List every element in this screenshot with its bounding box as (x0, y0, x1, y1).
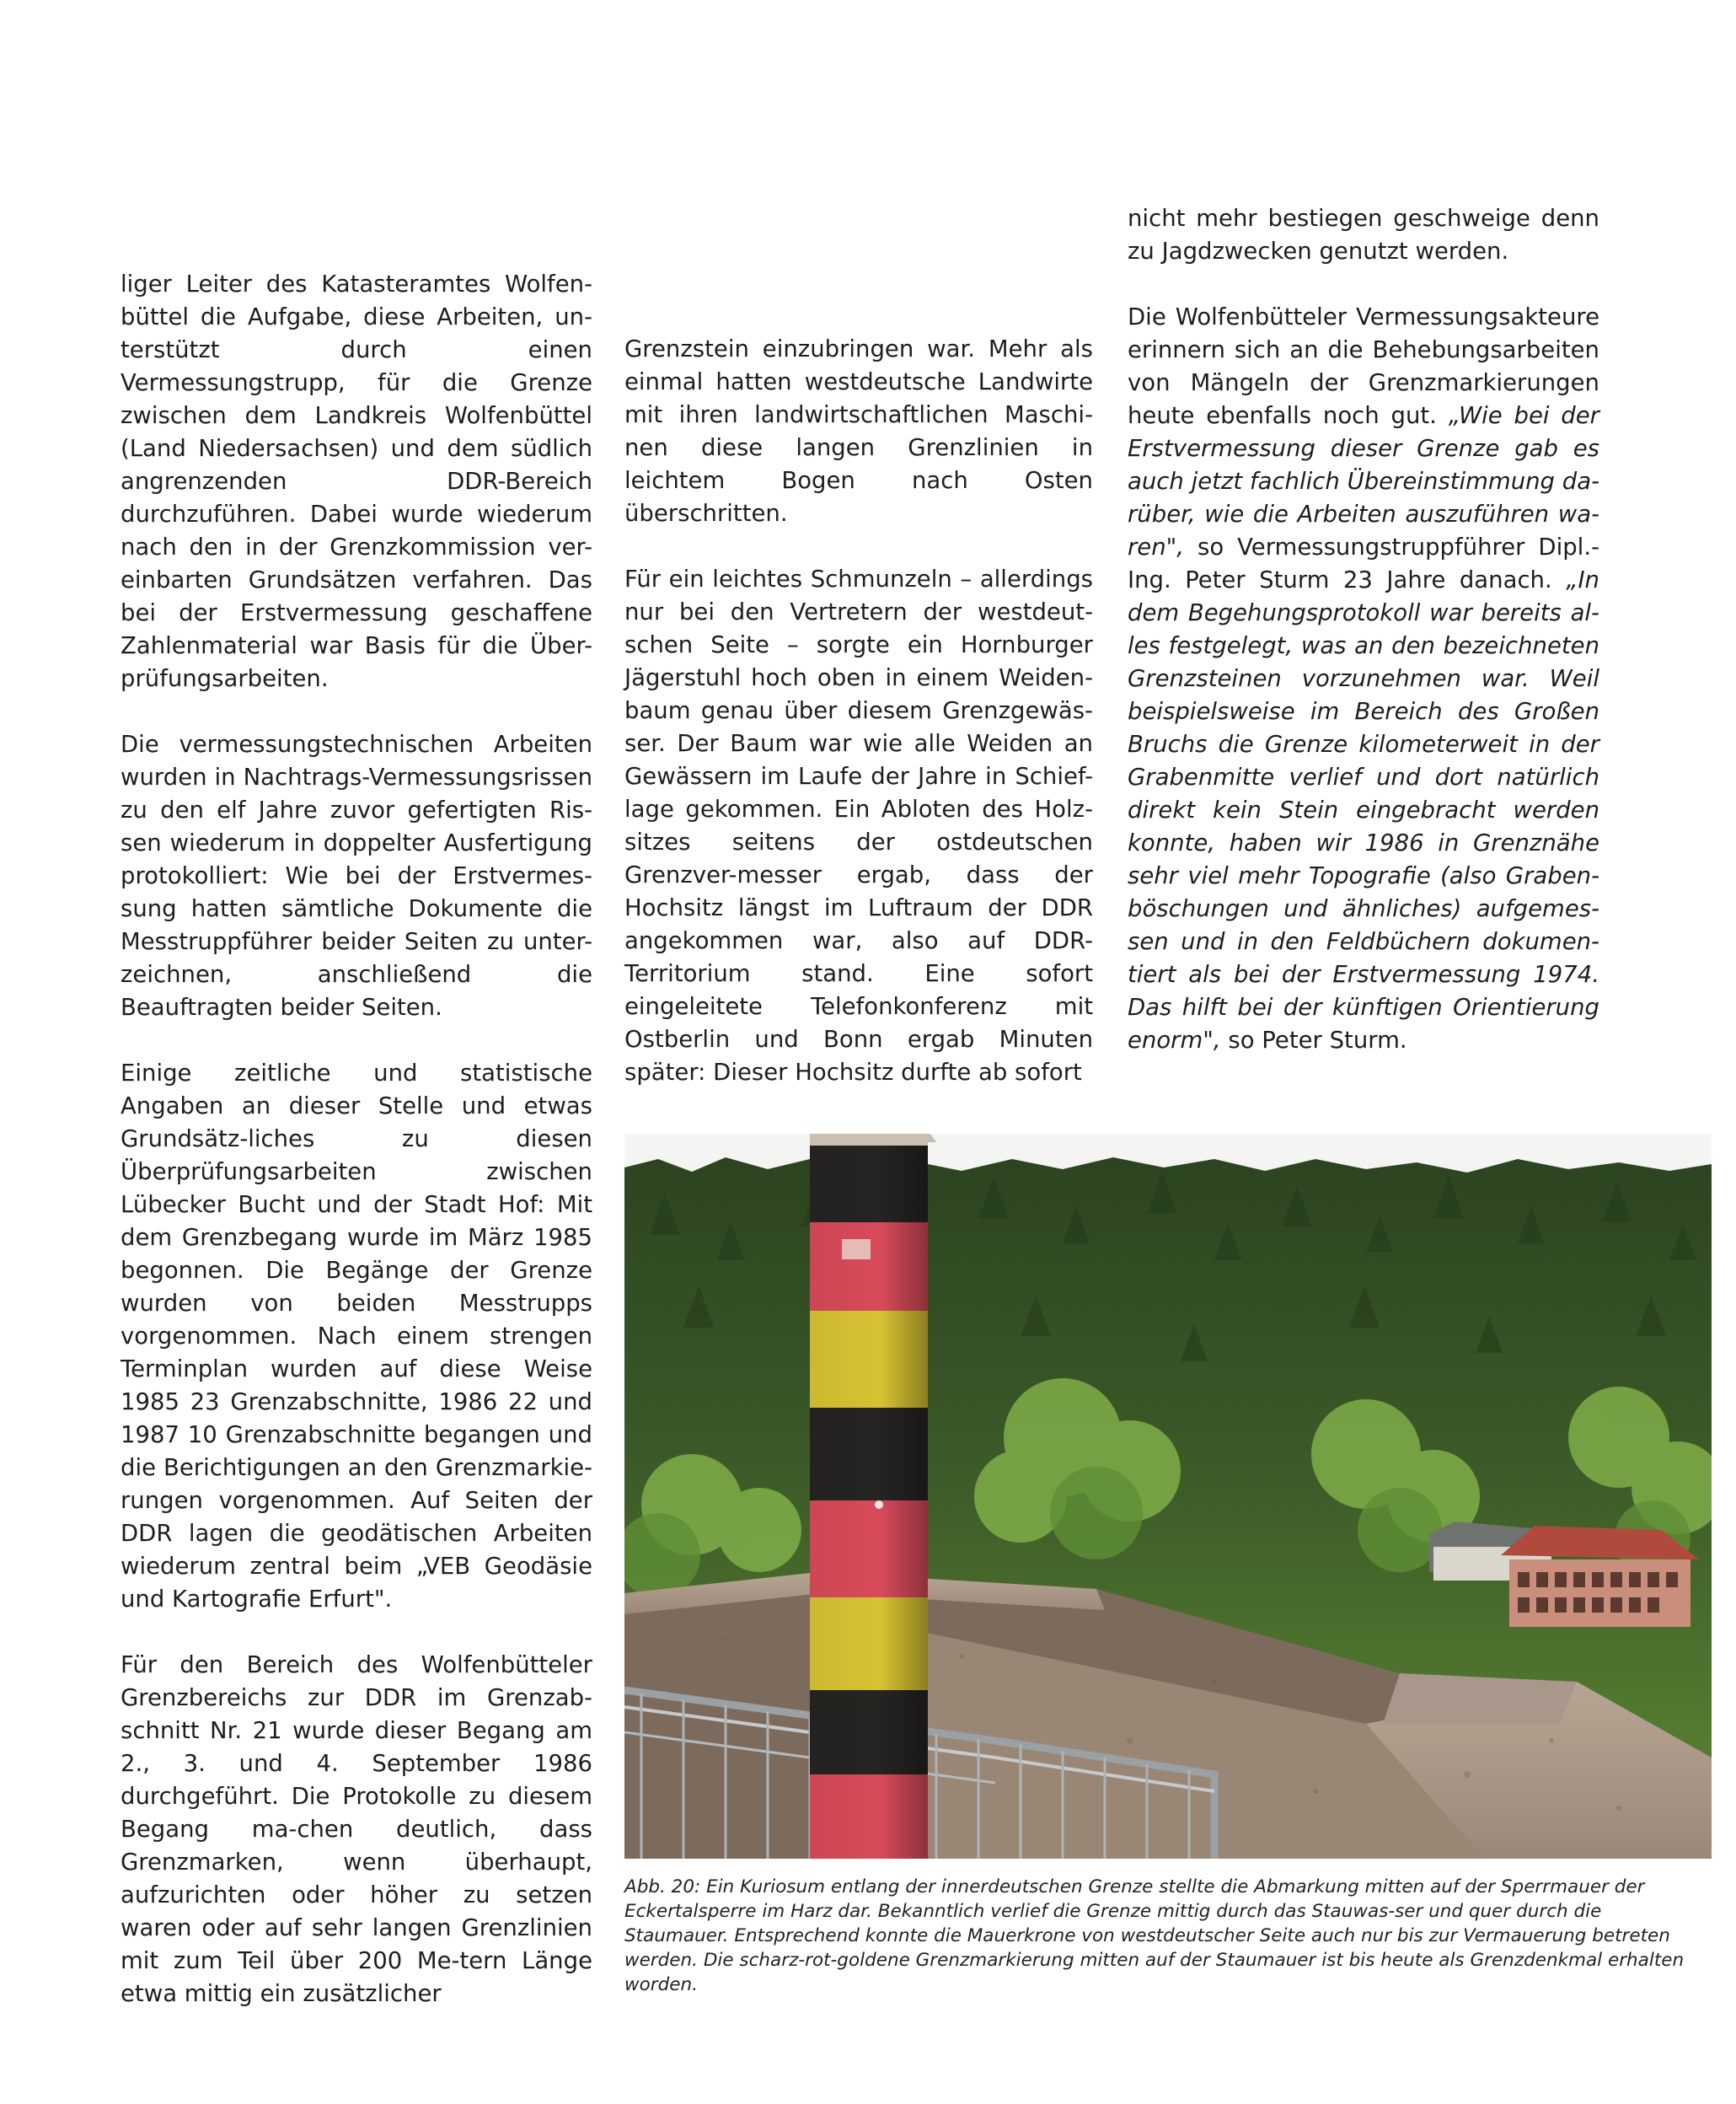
text-run: so Vermessungstruppführer Dipl.-Ing. Peter Sturm 23 Jahre danach. (1128, 534, 1599, 593)
border-post (810, 1134, 936, 1859)
paragraph: Einige zeitliche und statistische Angaben an dieser Stelle und etwas Grundsätz-liches zu diesen Überprüfungsarbeiten zwischen Lübecker Bucht und der Stadt Hof: Mit dem Grenzbegang wurde im März 1985 begonnen. Die Begänge der Grenze wurden von beiden Messtrupps vorgenommen. Nach einem strengen Terminplan wurden auf diese Weise 1985 23 Grenzabschnitte, 1986 22 und 1987 10 Grenzabschnitte begangen und die Berichtigungen an den Grenzmarkie-rungen vorgenommen. Auf Seiten der DDR lagen die geodätischen Arbeiten wiederum zentral beim „VEB Geodäsie und Kartografie Erfurt". (121, 1060, 592, 1613)
text-run: Die Wolfenbütteler Vermessungsakteure erinnern sich an die Behebungsarbeiten von Mängeln der Grenzmarkierungen heute ebenfalls noch gut. (1128, 303, 1599, 429)
post-cap (810, 1134, 928, 1146)
paragraph: nicht mehr bestiegen geschweige denn zu Jagdzwecken genutzt werden. (1128, 205, 1599, 265)
paragraph: Grenzstein einzubringen war. Mehr als einmal hatten westdeutsche Landwirte mit ihren landwirtschaftlichen Maschi-nen diese langen Grenzlinien in leichtem Bogen nach Osten überschritten. (624, 335, 1093, 527)
text-column-1 (121, 268, 592, 2010)
paragraph: Für ein leichtes Schmunzeln – allerdings nur bei den Vertretern der westdeut-schen Seite – sorgte ein Hornburger Jägerstuhl hoch oben in einem Weiden-baum genau über diesem Grenzgewäs-ser. Der Baum war wie alle Weiden an Gewässern im Laufe der Jahre in Schief-lage gekommen. Ein Abloten des Holz-sitzes seitens der ostdeutschen Grenzver-messer ergab, dass der Hochsitz längst im Luftraum der DDR angekommen war, also auf DDR-Territorium stand. Eine sofort eingeleitete Telefonkonferenz mit Ostberlin und Bonn ergab Minuten später: Dieser Hochsitz durfte ab sofort (624, 566, 1093, 1086)
paragraph: Die vermessungstechnischen Arbeiten wurden in Nachtrags-Vermessungsrissen zu den elf Jahre zuvor gefertigten Ris-sen wiederum in doppelter Ausfertigung protokolliert: Wie bei der Erstvermes-sung hatten sämtliche Dokumente die Messtruppführer beider Seiten zu unter-zeichnen, anschließend die Beauftragten beider Seiten. (121, 731, 592, 1021)
text-column-2 (624, 333, 1093, 1089)
paragraph: Für den Bereich des Wolfenbütteler Grenzbereichs zur DDR im Grenzab-schnitt Nr. 21 wurde dieser Begang am 2., 3. und 4. September 1986 durchgeführt. Die Protokolle zu diesem Begang ma-chen deutlich, dass Grenzmarken, wenn überhaupt, aufzurichten oder höher zu setzen waren oder auf sehr langen Grenzlinien mit zum Teil über 200 Me-tern Länge etwa mittig ein zusätzlicher (121, 1651, 592, 2007)
paragraph: liger Leiter des Katasteramtes Wolfen-büttel die Aufgabe, diese Arbeiten, un-terstützt durch einen Vermessungstrupp, für die Grenze zwischen dem Landkreis Wolfenbüttel (Land Niedersachsen) und dem südlich angrenzenden DDR-Bereich durchzuführen. Dabei wurde wiederum nach den in der Grenzkommission ver-einbarten Grundsätzen verfahren. Das bei der Erstvermessung geschaffene Zahlenmaterial war Basis für die Über-prüfungsarbeiten. (121, 271, 592, 692)
text-column-3 (1128, 202, 1599, 1057)
quote-text: „In dem Begehungsprotokoll war bereits al-les festgelegt, was an den bezeichneten Grenzsteinen vorzunehmen war. Weil beispielsweise im Bereich des Großen Bruchs die Grenze kilometerweit in der Grabenmitte verlief und dort natürlich direkt kein Stein eingebracht werden konnte, haben wir 1986 in Grenznähe sehr viel mehr Topografie (also Graben-böschungen und ähnliches) aufgemes-sen und in den Feldbüchern dokumen-tiert als bei der Erstvermessung 1974. Das hilft bei der künftigen Orientierung enorm", (1128, 566, 1599, 1054)
figure-caption: Abb. 20: Ein Kuriosum entlang der innerdeutschen Grenze stellte die Abmarkung mitten auf der Sperrmauer der Eckertalsperre im Harz dar. Bekanntlich verlief die Grenze mittig durch das Stauwas-ser und quer durch die Staumauer. Entsprechend konnte die Mauerkrone von westdeutscher Seite auch nur bis zur Vermauerung betreten werden. Die scharz-rot-goldene Grenzmarkierung mitten auf der Staumauer ist bis heute als Grenzdenkmal erhalten worden. (624, 1876, 1685, 1995)
text-run: so Peter Sturm. (1220, 1027, 1407, 1054)
quote-text: „Wie bei der Erstvermessung dieser Grenze gab es auch jetzt fachlich Übereinstimmung da-rüber, wie die Arbeiten auszuführen wa-ren", (1128, 402, 1599, 561)
photo-illustration (624, 1134, 1712, 1859)
photo-border-post (624, 1134, 1712, 1859)
paragraph-with-quotes (1128, 301, 1599, 1057)
